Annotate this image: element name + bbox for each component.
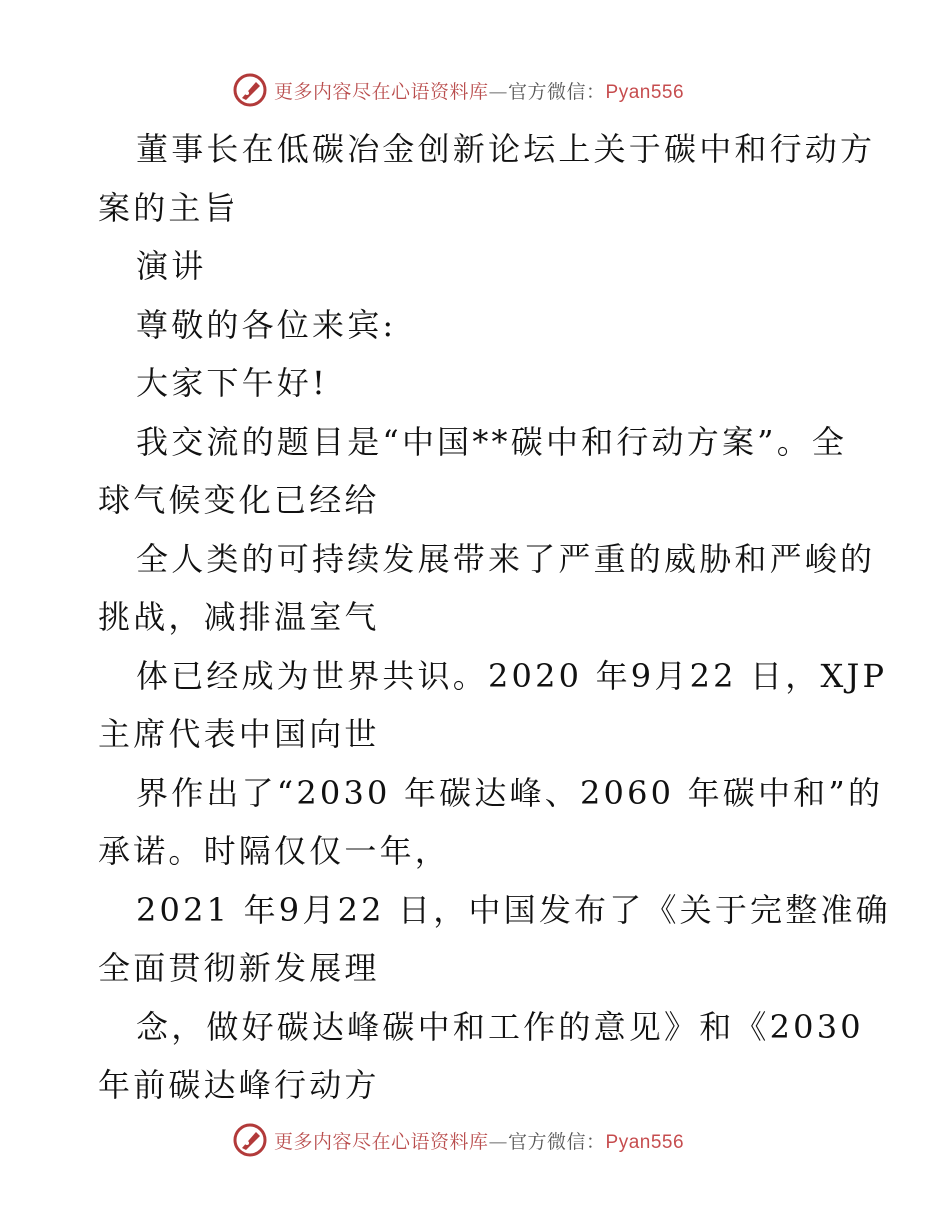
paragraph-line: 球气候变化已经给 [98,481,380,519]
paragraph-line: 念，做好碳达峰碳中和工作的意见》和《2030 [136,1007,864,1046]
paragraph-line: 案的主旨 [98,188,239,227]
paragraph-line: 全人类的可持续发展带来了严重的威胁和严峻的 [136,539,876,578]
header-watermark [232,70,684,110]
paragraph-line: 承诺。时隔仅仅一年， [98,832,451,870]
document-body [98,120,891,1115]
paragraph-line: 全面贯彻新发展理 [98,949,380,987]
paragraph-line: 董事长在低碳冶金创新论坛上关于碳中和行动方 [136,130,876,168]
paragraph-line: 尊敬的各位来宾: [136,305,397,344]
paragraph-line: 体已经成为世界共识。2020 年9月22 日，XJP [136,656,888,695]
paragraph-line: 我交流的题目是“中国**碳中和行动方案”。全 [136,422,848,461]
paragraph-line: 2021 年9月22 日，中国发布了《关于完整准确 [136,890,891,929]
pen-logo-icon [232,1122,268,1158]
footer-watermark [232,1120,684,1160]
paragraph-line: 主席代表中国向世 [98,715,380,753]
paragraph-line: 演讲 [136,247,207,285]
paragraph-line: 界作出了“2030 年碳达峰、2060 年碳中和”的 [136,773,884,812]
paragraph-line: 大家下午好! [136,364,329,402]
paragraph-line: 挑战，减排温室气 [98,598,380,636]
pen-logo-icon [232,72,268,108]
watermark-text: 更多内容尽在心语资料库—官方微信：Pyan556 [274,80,685,103]
watermark-text: 更多内容尽在心语资料库—官方微信：Pyan556 [274,1130,685,1153]
paragraph-line: 年前碳达峰行动方 [98,1066,380,1104]
